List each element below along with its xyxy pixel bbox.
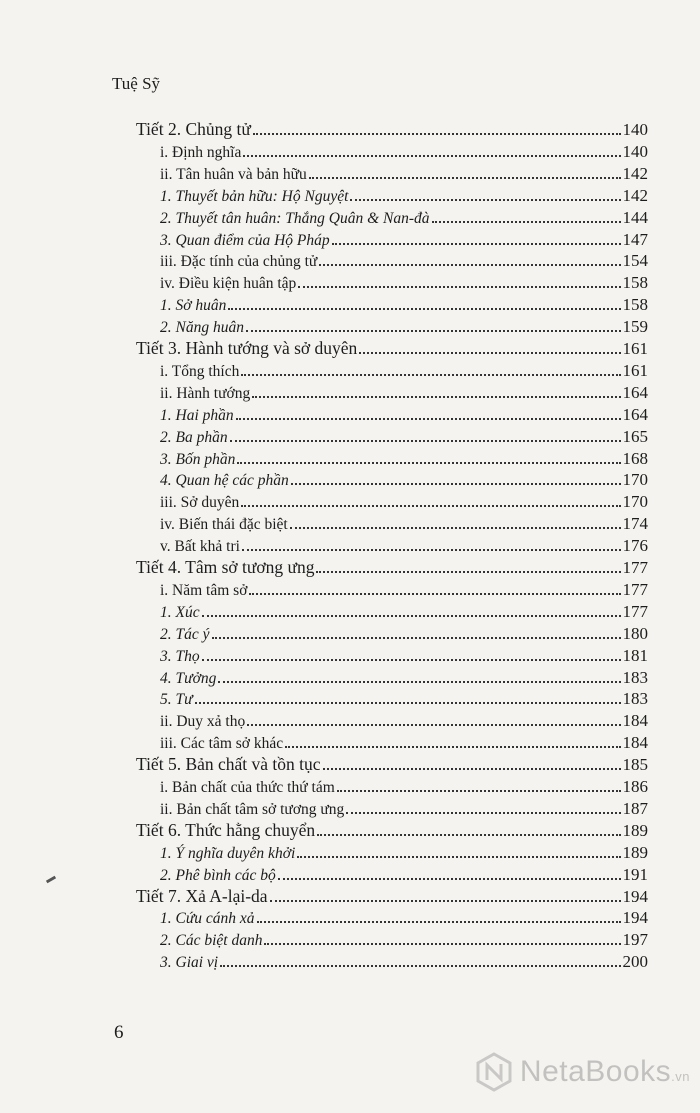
dot-leader	[242, 549, 621, 551]
dot-leader	[350, 199, 620, 201]
toc-title: 1. Thuyết bản hữu: Hộ Nguyệt	[160, 187, 349, 205]
toc-title: i. Bản chất của thức thứ tám	[160, 779, 335, 796]
toc-entry	[160, 206, 648, 228]
toc-page: 147	[622, 229, 648, 249]
toc-entry	[160, 534, 648, 556]
toc-title: 2. Năng huân	[160, 319, 244, 337]
toc-title: 3. Thọ	[160, 647, 200, 665]
dot-leader	[278, 878, 621, 880]
dot-leader	[309, 177, 621, 179]
dot-leader	[359, 352, 620, 354]
toc-page: 161	[622, 339, 648, 358]
toc-entry	[160, 359, 648, 381]
toc-page: 194	[622, 886, 648, 906]
toc-entry	[160, 775, 648, 797]
toc-page: 174	[622, 514, 648, 534]
pen-mark	[46, 876, 56, 884]
toc-page: 197	[622, 930, 648, 950]
toc-page: 144	[622, 207, 648, 227]
dot-leader	[285, 746, 620, 748]
toc-title: 1. Cứu cánh xả	[160, 910, 255, 928]
dot-leader	[237, 462, 620, 464]
toc-title: Tiết 5. Bản chất và tồn tục	[136, 754, 321, 775]
toc-entry	[160, 512, 648, 534]
toc-page: 176	[622, 536, 648, 556]
toc-entry	[160, 863, 648, 885]
watermark-suffix: .vn	[671, 1069, 690, 1084]
toc-page: 189	[622, 820, 648, 840]
toc-title: 1. Xúc	[160, 603, 200, 621]
dot-leader	[230, 440, 621, 442]
toc-section	[136, 118, 648, 140]
dot-leader	[316, 571, 620, 573]
toc-page: 158	[622, 295, 648, 315]
toc-section	[136, 885, 648, 907]
toc-title: ii. Hành tướng	[160, 384, 251, 402]
toc-page: 140	[622, 120, 648, 139]
toc-entry	[160, 425, 648, 447]
toc-page: 177	[622, 558, 648, 577]
toc-title: 3. Quan điểm của Hộ Pháp	[160, 231, 330, 249]
toc-page: 183	[622, 667, 648, 687]
toc-title: v. Bất khả tri	[160, 538, 240, 556]
dot-leader	[241, 374, 620, 376]
dot-leader	[346, 812, 620, 814]
toc-title: 2. Ba phần	[160, 428, 228, 446]
toc-title: 5. Tư	[160, 691, 193, 709]
toc-page: 185	[622, 755, 648, 775]
toc-page: 159	[622, 317, 648, 337]
page-number: 6	[114, 1022, 124, 1043]
toc-title: i. Định nghĩa	[160, 143, 242, 161]
toc-entry	[160, 928, 648, 950]
toc-page: 161	[622, 360, 648, 380]
toc-title: 1. Ý nghĩa duyên khởi	[160, 844, 296, 862]
toc-page: 168	[622, 448, 648, 468]
toc-title: 2. Các biệt danh	[160, 932, 263, 950]
toc-page: 142	[622, 163, 648, 183]
dot-leader	[252, 396, 620, 398]
toc-page: 180	[622, 623, 648, 643]
dot-leader	[218, 681, 620, 683]
toc-page: 181	[622, 645, 648, 665]
toc-entry	[160, 644, 648, 666]
toc-title: ii. Bản chất tâm sở tương ưng	[160, 800, 345, 818]
dot-leader	[297, 856, 620, 858]
toc-entry	[160, 162, 648, 184]
toc-section	[136, 819, 648, 841]
toc-section	[136, 556, 648, 578]
toc-title: 1. Hai phần	[160, 406, 234, 424]
toc-title: Tiết 2. Chủng tử	[136, 119, 251, 139]
toc-entry	[160, 666, 648, 688]
dot-leader	[257, 921, 621, 923]
dot-leader	[337, 790, 621, 792]
toc-title: 2. Tác ý	[160, 625, 210, 643]
toc-title: 1. Sở huân	[160, 297, 227, 315]
dot-leader	[202, 615, 621, 617]
dot-leader	[195, 702, 621, 704]
dot-leader	[332, 243, 621, 245]
toc-entry	[160, 600, 648, 622]
dot-leader	[202, 659, 621, 661]
dot-leader	[291, 483, 621, 485]
toc-section	[136, 337, 648, 359]
watermark	[474, 1052, 690, 1092]
toc-title: 4. Tưởng	[160, 669, 217, 687]
toc-entry	[160, 140, 648, 162]
dot-leader	[323, 768, 621, 770]
toc-title: Tiết 7. Xả A-lại-da	[136, 885, 268, 906]
toc-page: 142	[622, 185, 648, 205]
toc-page: 158	[622, 273, 648, 293]
toc-entry	[160, 906, 648, 928]
dot-leader	[241, 505, 620, 507]
toc-page: 164	[622, 382, 648, 402]
toc-entry	[160, 687, 648, 709]
toc-title: 2. Phê bình các bộ	[160, 866, 276, 884]
netabooks-logo-icon	[474, 1052, 514, 1092]
toc-entry	[160, 950, 648, 972]
toc-title: iv. Biến thái đặc biệt	[160, 516, 288, 534]
dot-leader	[246, 330, 621, 332]
dot-leader	[270, 900, 621, 902]
dot-leader	[212, 637, 621, 639]
author-header: Tuệ Sỹ	[112, 74, 161, 93]
toc-entry	[160, 184, 648, 206]
dot-leader	[243, 155, 620, 157]
toc-entry	[160, 797, 648, 819]
toc-title: i. Tổng thích	[160, 362, 240, 380]
toc-page: 194	[622, 908, 648, 928]
toc-entry	[160, 490, 648, 512]
toc-title: iii. Đặc tính của chủng tử	[160, 253, 318, 271]
toc-page: 165	[622, 426, 648, 446]
toc-page: 184	[622, 711, 648, 731]
dot-leader	[220, 965, 620, 967]
dot-leader	[228, 308, 620, 310]
toc-page: 191	[622, 864, 648, 884]
toc-page: 170	[622, 470, 648, 490]
dot-leader	[249, 593, 620, 595]
toc-page: 186	[622, 777, 648, 796]
toc-entry	[160, 841, 648, 863]
toc-entry	[160, 709, 648, 731]
toc-title: ii. Duy xả thọ	[160, 713, 246, 731]
toc-entry	[160, 249, 648, 271]
toc-entry	[160, 468, 648, 490]
toc-title: 2. Thuyết tân huân: Thắng Quân & Nan-đà	[160, 209, 430, 227]
toc-title: i. Năm tâm sở	[160, 581, 248, 599]
toc-entry	[160, 381, 648, 403]
toc-entry	[160, 403, 648, 425]
toc-page: 140	[622, 141, 648, 161]
watermark-brand: NetaBooks	[519, 1055, 672, 1088]
dot-leader	[236, 418, 621, 420]
dot-leader	[317, 834, 620, 836]
toc-title: iii. Các tâm sở khác	[160, 735, 284, 753]
toc-entry	[160, 731, 648, 753]
toc-page: 177	[622, 579, 648, 599]
toc-page: 189	[622, 842, 648, 862]
toc-entry	[160, 622, 648, 644]
toc-entry	[160, 228, 648, 250]
toc-title: 3. Giai vị	[160, 954, 219, 972]
dot-leader	[319, 264, 620, 266]
toc-section	[136, 753, 648, 775]
toc-title: iv. Điều kiện huân tập	[160, 275, 297, 293]
toc-page: 184	[622, 733, 648, 753]
toc-page: 177	[622, 601, 648, 621]
toc-title: Tiết 3. Hành tướng và sở duyên	[136, 338, 358, 358]
toc-page: 164	[622, 404, 648, 424]
toc-title: 3. Bốn phần	[160, 450, 236, 468]
toc-page: 200	[622, 952, 648, 972]
dot-leader	[432, 221, 621, 223]
toc-title: Tiết 4. Tâm sở tương ưng	[136, 557, 315, 577]
toc-entry	[160, 315, 648, 337]
toc-entry	[160, 578, 648, 600]
toc-page: 154	[622, 251, 648, 271]
dot-leader	[290, 527, 621, 529]
toc-entry	[160, 447, 648, 469]
toc-page: 187	[622, 798, 648, 818]
toc-title: 4. Quan hệ các phần	[160, 472, 289, 490]
dot-leader	[247, 724, 620, 726]
toc-title: ii. Tân huân và bản hữu	[160, 165, 307, 183]
toc-title: iii. Sở duyên	[160, 494, 240, 512]
toc-entry	[160, 271, 648, 293]
dot-leader	[298, 286, 620, 288]
toc-page: 183	[622, 689, 648, 709]
toc-title: Tiết 6. Thức hằng chuyển	[136, 819, 316, 840]
dot-leader	[253, 133, 621, 135]
toc-entry	[160, 293, 648, 315]
dot-leader	[264, 943, 620, 945]
toc-page: 170	[622, 492, 648, 512]
